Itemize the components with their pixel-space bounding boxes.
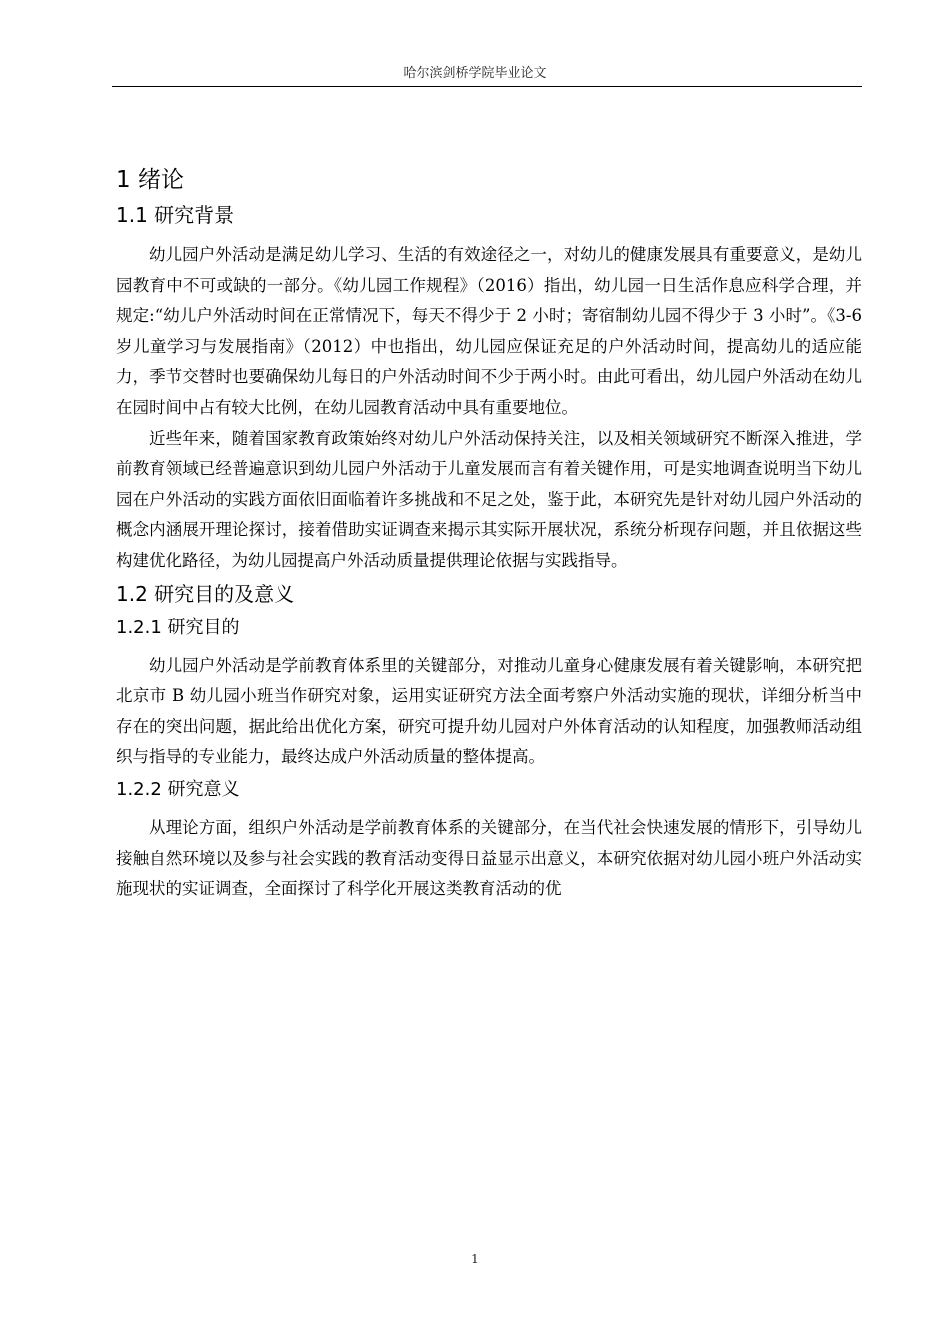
page-number: 1 bbox=[471, 1252, 479, 1266]
paragraph-significance-1: 从理论方面，组织户外活动是学前教育体系的关键部分，在当代社会快速发展的情形下，引导幼儿接触自然环境以及参与社会实践的教育活动变得日益显示出意义，本研究依据对幼儿园小班户外活动实施现状的实证调查，全面探讨了科学化开展这类教育活动的优 bbox=[116, 817, 862, 899]
section-title-background: 1.1 研究背景 bbox=[116, 203, 235, 227]
chapter-title: 1 绪论 bbox=[116, 167, 184, 193]
paragraph-background-2: 近些年来，随着国家教育政策始终对幼儿户外活动保持关注，以及相关领域研究不断深入推进，学前教育领域已经普遍意识到幼儿园户外活动于儿童发展而言有着关键作用，可是实地调查说明当下幼儿园在户外活动的实践方面依旧面临着许多挑战和不足之处，鉴于此，本研究先是针对幼儿园户外活动的概念内涵展开理论探讨，接着借助实证调查来揭示其实际开展状况，系统分析现存问题，并且依据这些构建优化路径，为幼儿园提高户外活动质量提供理论依据与实践指导。 bbox=[116, 428, 862, 570]
subsection-title-purpose: 1.2.1 研究目的 bbox=[116, 616, 240, 638]
paragraph-background-1: 幼儿园户外活动是满足幼儿学习、生活的有效途径之一，对幼儿的健康发展具有重要意义，是幼儿园教育中不可或缺的一部分。《幼儿园工作规程》（2016）指出，幼儿园一日生活作息应科学合理，并规定:“幼儿户外活动时间在正常情况下，每天不得少于 2 小时；寄宿制幼儿园不得少于 3 小时”。《3-6 岁儿童学习与发展指南》（2012）中也指出，幼儿园应保证充足的户外活动时间，提高幼儿的适应能力，季节交替时也要确保幼儿每日的户外活动时间不少于两小时。由此可看出，幼儿园户外活动在幼儿在园时间中占有较大比例，在幼儿园教育活动中具有重要地位。 bbox=[116, 245, 862, 417]
subsection-title-significance: 1.2.2 研究意义 bbox=[116, 778, 240, 800]
running-header: 哈尔滨剑桥学院毕业论文 bbox=[403, 66, 547, 81]
page-body bbox=[116, 140, 862, 905]
header-divider bbox=[112, 86, 862, 87]
paragraph-purpose-1: 幼儿园户外活动是学前教育体系里的关键部分，对推动儿童身心健康发展有着关键影响，本研究把北京市 B 幼儿园小班当作研究对象，运用实证研究方法全面考察户外活动实施的现状，详细分析当中存在的突出问题，据此给出优化方案，研究可提升幼儿园对户外体育活动的认知程度，加强教师活动组织与指导的专业能力，最终达成户外活动质量的整体提高。 bbox=[116, 655, 862, 767]
section-title-purpose-significance: 1.2 研究目的及意义 bbox=[116, 581, 295, 606]
